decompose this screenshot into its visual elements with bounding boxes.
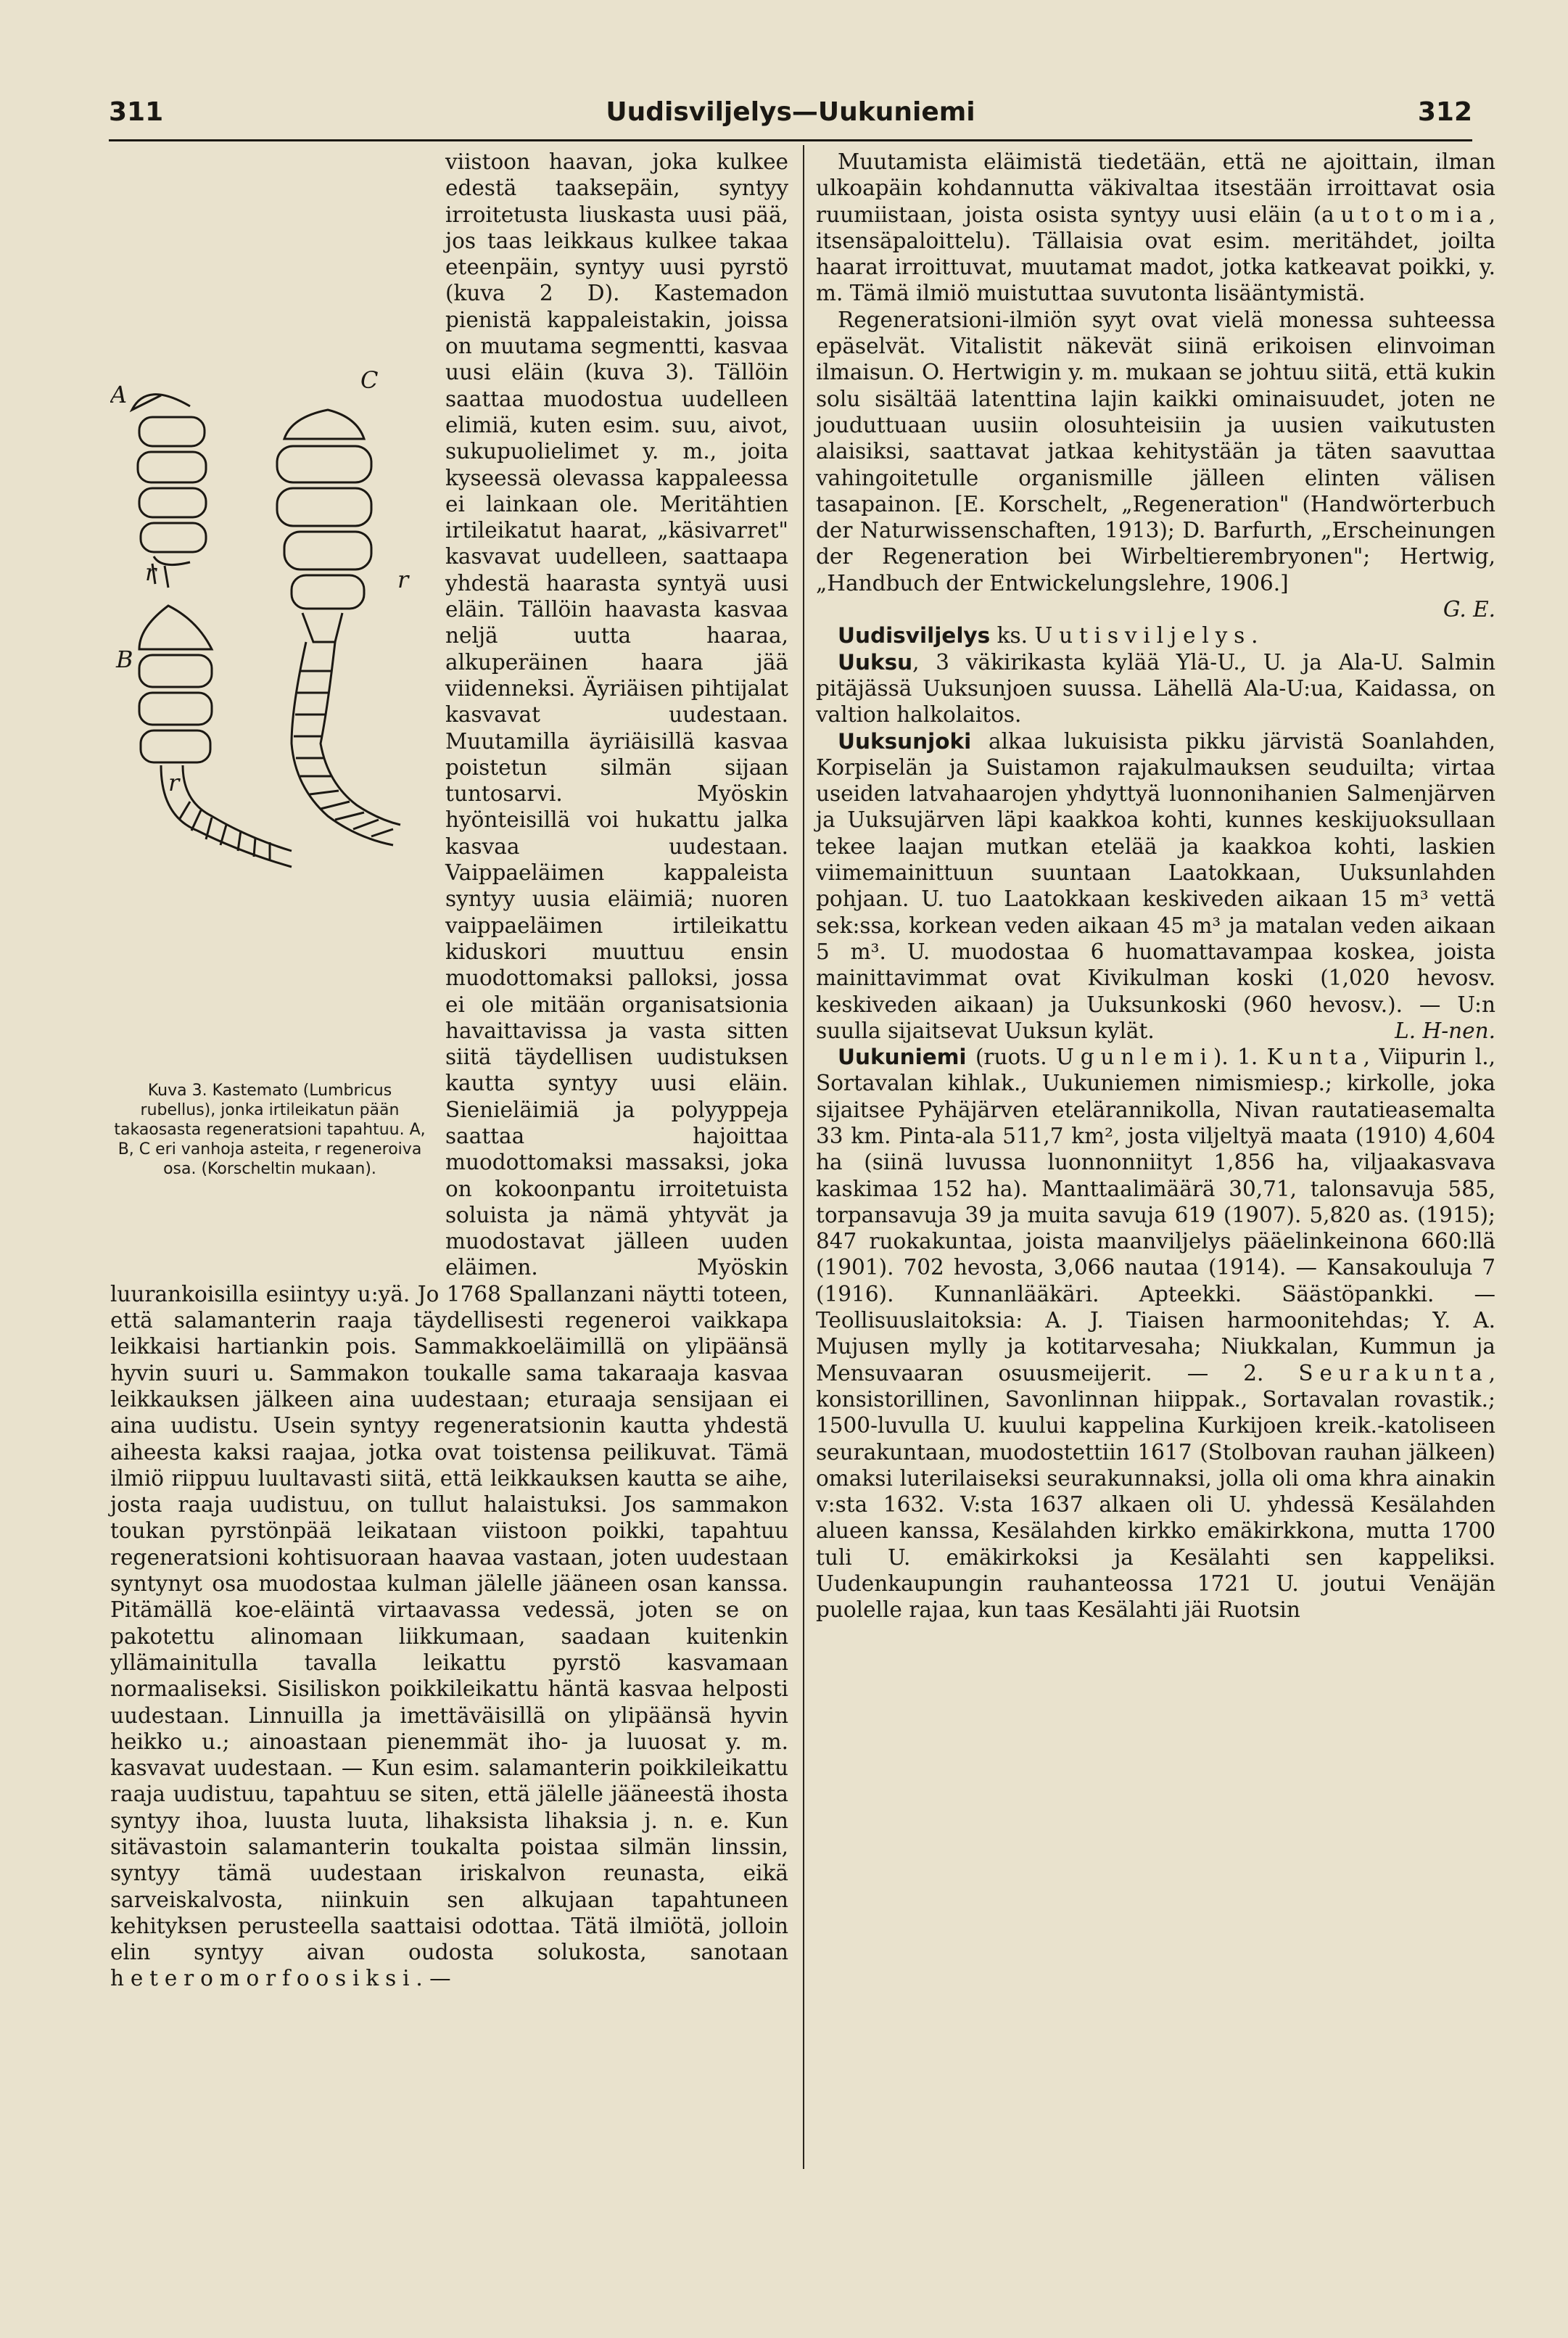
right-column <box>816 149 1495 1623</box>
header-rule <box>109 139 1472 141</box>
left-column <box>110 149 788 1992</box>
earthworm-figure <box>110 366 431 1259</box>
left-page-number: 311 <box>109 97 164 127</box>
entry-uudisviljelys: Uudisviljelys ks. Uutisviljelys. <box>838 623 1258 649</box>
regeneration-text: viistoon haavan, joka kulkee edestä taaksepäin, syntyy irroitetusta liuskasta uusi pää, jos taas leikkaus kulkee takaa eteenpäin, syntyy uusi pyrstö (kuva 2 D). Kastemadon pienistä kappaleistakin, joissa on muutama segmentti, kasvaa uusi eläin (kuva 3). Tällöin saattaa muodostua uudelleen elimiä, kuten esim. suu, aivot, sukupuolielimet y. m., joita kyseessä olevassa kappaleessa ei lainkaan ole. Meritähtien irtileikatut haarat, „käsivarret" kasvavat uudelleen, saattaapa yhdestä haarasta syntyä uusi eläin. Tällöin haavasta kasvaa neljä uutta haaraa, alkuperäinen haara jää viidenneksi. Äyriäisen pihtijalat kasvavat uudestaan. Muutamilla äyriäisillä kasvaa poistetun silmän sijaan tuntosarvi. Myöskin hyönteisillä voi hukattu jalka kasvaa uudestaan. Vaippaeläimen kappaleista syntyy uusia eläimiä; nuoren vaippaeläimen irtileikattu kiduskori muuttuu ensin muodottomaksi palloksi, jossa ei ole mitään organisatsionia havaittavissa ja vasta sitten siitä täydellisen uudistuksen kautta syntyy uusi eläin. Sienieläimiä ja polyyppeja saattaa hajoittaa muodottomaksi massaksi, joka on kokoonpantu irroitetuista soluista ja nämä yhtyvät ja muodostavat jälleen uuden eläimen. Myöskin luurankoisilla esiintyy u:yä. Jo 1768 Spallanzani näytti toteen, että salamanterin raaja täydellisesti regeneroi vaikkapa leikkaisi hartiankin pois. Sammakkoeläimillä on ylipäänsä hyvin suuri u. Sammakon toukalle sama takaraaja kasvaa leikkauksen jälkeen aina uudestaan; eturaaja sensijaan ei aina uudistu. Usein syntyy regeneratsionin kautta yhdestä aiheesta kaksi raajaa, jotka ovat toistensa peilikuvat. Tämä ilmiö riippuu luultavasti siitä, että leikkauksen kautta se aihe, josta raaja uudistuu, on tullut halaistuksi. Jos sammakon toukan pyrstönpää leikataan viistoon poikki, tapahtuu regeneratsioni kohtisuoraan haavaa vastaan, joten uudestaan syntynyt osa muodostaa kulman jälelle jääneen osan kanssa. Pitämällä koe-eläintä virtaavassa vedessä, joten se on pakotettu alinomaan liikkumaan, saadaan kuitenkin yllämainitulla tavalla leikattu pyrstö kasvamaan normaaliseksi. Sisiliskon poikkileikattu häntä kasvaa helposti uudestaan. Linnuilla ja imettäväisillä on ylipäänsä hyvin heikko u.; ainoastaan pienemmät iho- ja luuosat y. m. kasvavat uudestaan. — Kun esim. salamanterin poikkileikattu raaja uudistuu, tapahtuu se siten, että jälelle jääneestä ihosta syntyy ihoa, luusta luuta, lihaksista lihaksia j. n. e. Kun sitävastoin salamanterin toukalta poistaa silmän linssin, syntyy tämä uudestaan iriskalvon reunasta, eikä sarveiskalvosta, niinkuin sen alkujaan tapahtuneen kehityksen perusteella saattaisi odottaa. Tätä ilmiötä, jolloin elin syntyy aivan oudosta solukosta, sanotaan heteromorfoosiksi. — <box>110 149 788 1991</box>
right-page-number: 312 <box>1417 97 1472 127</box>
figure-label-a: A <box>110 381 128 408</box>
figure-label-r3: r <box>397 566 409 593</box>
author-signature: G. E. <box>1443 597 1495 622</box>
running-header <box>109 91 1472 135</box>
figure-label-c: C <box>360 366 379 394</box>
earthworm-drawing <box>110 366 431 1081</box>
entry-uuksu: Uuksu, 3 väkirikasta kylää Ylä-U., U. ja Ala-U. Salmin pitäjässä Uuksunjoen suussa. Lähellä Ala-U:ua, Kaidassa, on valtion halkolaitos. <box>816 649 1495 728</box>
column-divider <box>803 145 804 2169</box>
header-title: Uudisviljelys—Uukuniemi <box>606 97 975 127</box>
regeneration-causes-paragraph: Regeneratsioni-ilmiön syyt ovat vielä monessa suhteessa epäselvät. Vitalistit näkevät siinä erikoisen elinvoiman ilmaisun. O. Hertwigin y. m. mukaan se johtuu siitä, että kukin solu sisältää latenttina lajin kaikki ominaisuudet, joten ne jouduttuaan uusiin olosuhteisiin ja uusien vaikutusten alaisiksi, saattavat jatkaa kehitystään ja täten saavuttaa vahingoitetulle organismille jälleen elinten välisen tasapainon. [E. Korschelt, „Regeneration" (Handwörterbuch der Naturwissenschaften, 1913); D. Barfurth, „Erscheinungen der Regeneration bei Wirbeltierembryonen"; Hertwig, „Handbuch der Entwickelungslehre, 1906.] G. E. <box>816 307 1495 622</box>
author-signature: L. H-nen. <box>1395 1018 1495 1043</box>
entry-uuksunjoki: Uuksunjoki alkaa lukuisista pikku järvistä Soanlahden, Korpiselän ja Suistamon rajakulmauksen seuduilta; virtaa useiden latvahaarojen yhdyttyä luonnonihanien Salmenjärven ja Uuksujärven läpi kaakkoa kohti, kunnes keskijuoksullaan tekee laajan mutkan etelää ja kaakkoa kohti, laskien viimemainittuun suuntaan Laatokkaan, Uuksunlahden pohjaan. U. tuo Laatokkaan keskiveden aikaan 15 m³ vettä sek:ssa, korkean veden aikaan 45 m³ ja matalan veden aikaan 5 m³. U. muodostaa 6 huomattavampaa koskea, joista mainittavimmat ovat Kivikulman koski (1,020 hevosv. keskiveden aikaan) ja Uuksunkoski (960 hevosv.). — U:n suulla sijaitsevat Uuksun kylät. L. H-nen. <box>816 728 1495 1043</box>
figure-label-r1: r <box>145 559 157 586</box>
figure-caption: Kuva 3. Kastemato (Lumbricus rubellus), jonka irtileikatun pään takaosasta regeneratsioni tapahtuu. A, B, C eri vanhoja asteita, r regeneroiva osa. (Korscheltin mukaan). <box>114 1082 426 1178</box>
autotomy-paragraph: Muutamista eläimistä tiedetään, että ne ajoittain, ilman ulkoapäin kohdannutta väkivaltaa itsestään irroittavat osia ruumiistaan, joista osista syntyy uusi eläin (autotomia, itsensäpaloittelu). Tällaisia ovat esim. meritähdet, joilta haarat irroittuvat, muutamat madot, jotka katkeavat poikki, y. m. Tämä ilmiö muistuttaa suvutonta lisääntymistä. <box>816 149 1495 306</box>
entry-uukuniemi: Uukuniemi (ruots. Ugunlemi). 1. Kunta, Viipurin l., Sortavalan kihlak., Uukuniemen nimismiesp.; kirkolle, joka sijaitsee Pyhäjärven etelärannikolla, Nivan rautatieasemalta 33 km. Pinta-ala 511,7 km², josta viljeltyä maata (1910) 4,604 ha (siinä luvussa luonnonniityt 1,856 ha, viljaakasvava kaskimaa 152 ha). Manttaalimäärä 30,71, talonsavuja 585, torpansavuja 39 ja muita savuja 619 (1907). 5,820 as. (1915); 847 ruokakuntaa, joista maanviljelys pääelinkeinona 660:llä (1901). 702 hevosta, 3,066 nautaa (1914). — Kansakouluja 7 (1916). Kunnanlääkäri. Apteekki. Säästöpankki. — Teollisuuslaitoksia: A. J. Tiaisen harmoonitehdas; Y. A. Mujusen mylly ja kotitarvesaha; Niukkalan, Kummun ja Mensuvaaran osuusmeijerit. — 2. Seurakunta, konsistorillinen, Savonlinnan hiippak., Sortavalan rovastik.; 1500-luvulla U. kuului kappelina Kurkijoen kreik.-katoliseen seurakuntaan, muodostettiin 1617 (Stolbovan rauhan jälkeen) omaksi luterilaiseksi seurakunnaksi, jolla oli oma khra ainakin v:sta 1632. V:sta 1637 alkaen oli U. yhdessä Kesälahden alueen kanssa, Kesälahden kirkko emäkirkkona, mutta 1700 tuli U. emäkirkoksi ja Kesälahti sen kappeliksi. Uudenkaupungin rauhanteossa 1721 U. joutui Venäjän puolelle rajaa, kun taas Kesälahti jäi Ruotsin <box>816 1045 1495 1623</box>
figure-label-b: B <box>116 646 133 673</box>
figure-label-r2: r <box>168 769 180 797</box>
